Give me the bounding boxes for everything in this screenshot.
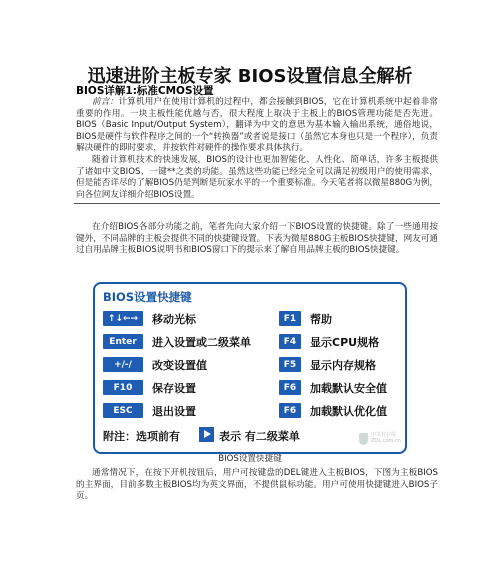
key-f10: F10 <box>103 380 143 395</box>
watermark-logo <box>359 432 399 448</box>
key-desc: 显示CPU规格 <box>310 336 380 349</box>
key-desc: 进入设置或二级菜单 <box>152 336 251 349</box>
key-f6: F6 <box>279 380 301 395</box>
section-heading: BIOS详解1:标准CMOS设置 <box>76 85 214 97</box>
key-arrows: ↑↓←→ <box>103 311 143 326</box>
card-title: BIOS设置快捷键 <box>103 290 192 304</box>
key-plus-minus: +/-/ <box>103 357 143 372</box>
watermark-text: 中关村在线 ZOL.com.cn <box>371 432 401 444</box>
key-f1: F1 <box>279 311 301 326</box>
card-note-suffix: 表示 有二级菜单 <box>219 430 300 443</box>
bios-shortcut-card <box>93 282 407 454</box>
history-paragraph: 随着计算机技术的快速发展，BIOS的设计也更加智能化、人性化、简单话，许多主板提供了诸如中文BIOS、一键**之类的功能。虽然这些功能已经完全可以满足初级用户的使用需求，但是能否详尽的了解BIOS仍是判断是玩家水平的一个重要标准。今天笔者将以微星880G为例，向各位网友详细介绍BIOS设置。 <box>76 155 438 200</box>
figure-caption: BIOS设置快捷键 <box>218 454 282 464</box>
key-desc: 加载默认优化值 <box>310 405 387 418</box>
shortcut-intro-paragraph: 在介绍BIOS各部分功能之前，笔者先向大家介绍一下BIOS设置的快捷键。除了一些通用按键外，不同品牌的主板会提供不同的快捷键设置。下表为微星880G主板BIOS快捷键，网友可通过自用品牌主板BIOS说明书和BIOS窗口下的提示来了解自用品牌主板的BIOS快捷键。 <box>76 222 438 255</box>
card-note-prefix: 附注：选项前有 <box>103 430 180 443</box>
key-desc: 保存设置 <box>152 382 196 395</box>
key-f5: F5 <box>279 357 301 372</box>
key-enter: Enter <box>103 334 143 349</box>
key-desc: 改变设置值 <box>152 359 207 372</box>
intro-text: 计算机用户在使用计算机的过程中，都会接触到BIOS，它在计算机系统中起着非常重要的作用。一块主板性能优越与否，很大程度上取决于主板上的BIOS管理功能是否先进。BIOS（Basic Input/Output System），翻译为中文的意思为基本输入输出系统，通俗地说，BIOS是硬件与软件程序之间的一个“转换器”或者说是接口（虽然它本身也只是一个程序），负责解决硬件的即时要求，并按软件对硬件的操作要求具体执行。 <box>76 97 438 153</box>
key-f4: F4 <box>279 334 301 349</box>
key-desc: 移动光标 <box>152 313 196 326</box>
key-esc: ESC <box>103 403 143 418</box>
article-title: 迅速进阶主板专家 BIOS设置信息全解析 <box>87 66 413 87</box>
key-desc: 退出设置 <box>152 405 196 418</box>
key-f6: F6 <box>279 403 301 418</box>
divider <box>74 203 440 204</box>
key-desc: 加载默认安全值 <box>310 382 387 395</box>
intro-paragraph <box>76 97 438 155</box>
intro-lead: 前言： <box>92 97 119 107</box>
watermark-shield-icon <box>359 433 368 445</box>
boot-paragraph: 通常情况下，在按下开机按钮后，用户可按键盘的DEL键进入主板BIOS，下图为主板BIOS的主界面，目前多数主板BIOS均为英文界面，不提供鼠标功能。用户可使用快捷键进入BIOS子页。 <box>76 468 438 501</box>
key-desc: 显示内存规格 <box>310 359 376 372</box>
key-desc: 帮助 <box>310 313 332 326</box>
submenu-arrow-icon <box>199 427 214 442</box>
